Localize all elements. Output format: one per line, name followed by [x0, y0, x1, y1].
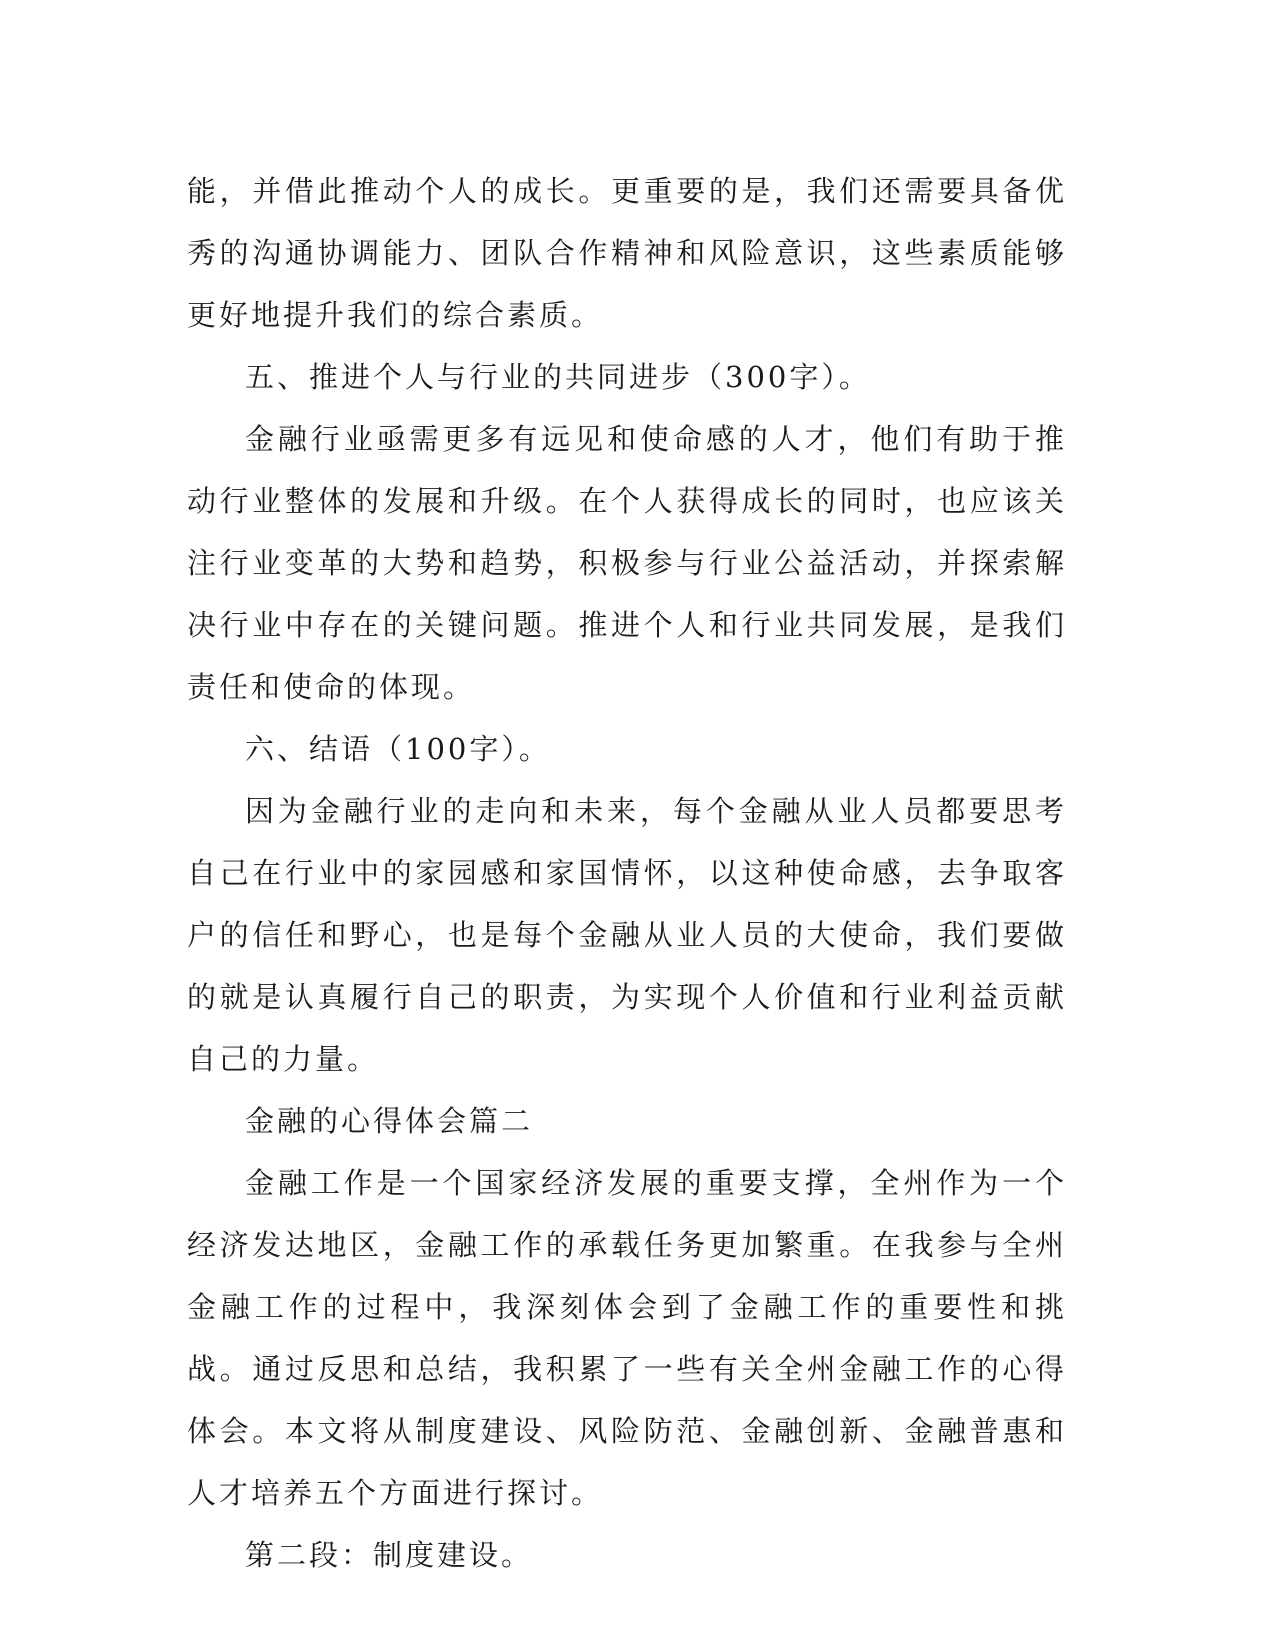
paragraph-industry-progress: 金融行业亟需更多有远见和使命感的人才，他们有助于推动行业整体的发展和升级。在个人获得成长的同时，也应该关注行业变革的大势和趋势，积极参与行业公益活动，并探索解决行业中存在的关键问题。推进个人和行业共同发展，是我们责任和使命的体现。 [187, 422, 1067, 704]
paragraph-continuation: 能，并借此推动个人的成长。更重要的是，我们还需要具备优秀的沟通协调能力、团队合作精神和风险意识，这些素质能够更好地提升我们的综合素质。 [187, 174, 1067, 332]
section-heading-six: 六、结语（100字）。 [245, 732, 551, 766]
section-heading-system-building: 第二段：制度建设。 [245, 1538, 534, 1572]
document-body [187, 160, 1067, 1586]
paragraph-introduction: 金融工作是一个国家经济发展的重要支撑，全州作为一个经济发达地区，金融工作的承载任务更加繁重。在我参与全州金融工作的过程中，我深刻体会到了金融工作的重要性和挑战。通过反思和总结，我积累了一些有关全州金融工作的心得体会。本文将从制度建设、风险防范、金融创新、金融普惠和人才培养五个方面进行探讨。 [187, 1166, 1067, 1510]
section-heading-five: 五、推进个人与行业的共同进步（300字）。 [245, 360, 871, 394]
paragraph-conclusion: 因为金融行业的走向和未来，每个金融从业人员都要思考自己在行业中的家园感和家国情怀，以这种使命感，去争取客户的信任和野心，也是每个金融从业人员的大使命，我们要做的就是认真履行自己的职责，为实现个人价值和行业利益贡献自己的力量。 [187, 794, 1067, 1076]
article-title-part-two: 金融的心得体会篇二 [245, 1104, 534, 1138]
